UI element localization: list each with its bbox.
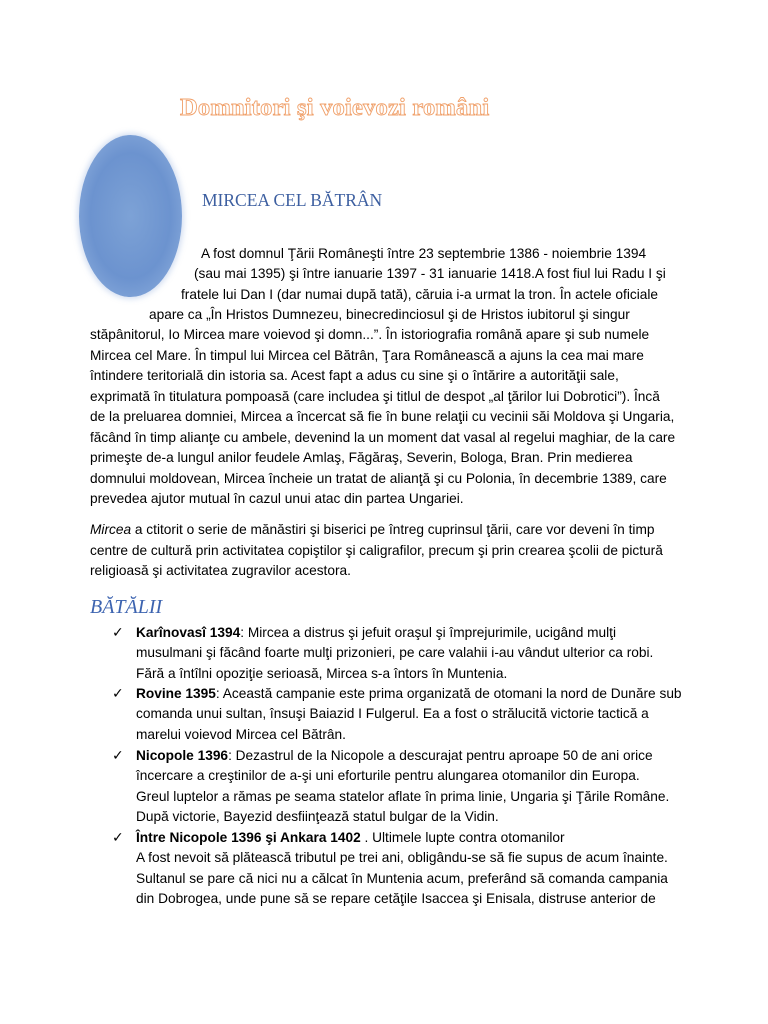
battle-name: Rovine 1395 [136, 686, 216, 701]
section-heading: MIRCEA CEL BĂTRÂN [202, 190, 383, 210]
list-line: Între Nicopole 1396 şi Ankara 1402 . Ultimele lupte contra otomanilor [136, 830, 565, 845]
paragraph-line: A fost domnul Ţării Româneşti între 23 septembrie 1386 - noiembrie 1394 [201, 246, 647, 261]
paragraph-line: apare ca „În Hristos Dumnezeu, binecredinciosul şi de Hristos iubitorul şi singur [149, 307, 630, 322]
battles-heading: BĂTĂLII [90, 596, 163, 618]
paragraph-line: făcând în timp alianţe cu ambele, devenind la un moment dat vasal al regelui maghiar, de la care [90, 430, 676, 445]
paragraph-line: religioasă şi activitatea zugravilor acestora. [90, 563, 351, 578]
list-line: După victorie, Bayezid desfiinţează statul bulgar de la Vidin. [136, 809, 499, 824]
checkmark-icon: ✓ [112, 747, 124, 763]
checkmark-icon: ✓ [112, 685, 124, 701]
list-line: musulmani şi făcând foarte mulţi prizonieri, pe care valahii i-au vândut ulterior ca robi. [136, 645, 654, 660]
paragraph-line: prevedea ajutor mutual în cazul unui atac din partea Ungariei. [90, 491, 464, 506]
list-line: Fără a întîlni opoziţie serioasă, Mircea s-a întors în Muntenia. [136, 666, 508, 681]
list-line: Nicopole 1396: Dezastrul de la Nicopole a descurajat pentru aproape 50 de ani orice [136, 748, 653, 763]
paragraph-line: fratele lui Dan I (dar numai după tată), căruia i-a urmat la tron. În actele oficiale [181, 287, 659, 302]
paragraph-line: Mircea cel Mare. În timpul lui Mircea cel Bătrân, Ţara Românească a ajuns la cea mai mare [90, 348, 644, 363]
battle-name: Nicopole 1396 [136, 748, 229, 763]
list-line: marelui voievod Mircea cel Bătrân. [136, 727, 346, 742]
paragraph-line: primeşte de-a lungul anilor feudele Amlaş, Făgăraş, Severin, Bologa, Bran. Prin medierea [90, 450, 633, 465]
list-line: A fost nevoit să plătească tributul pe trei ani, obligându-se să fie supus de acum înainte. [136, 850, 668, 865]
document-title: Domnitori şi voievozi români [180, 94, 490, 121]
paragraph-line: centre de cultură prin activitatea copiştilor şi caligrafilor, precum şi prin crearea şcolii de pictură [90, 543, 663, 558]
checkmark-icon: ✓ [112, 624, 124, 640]
list-line: Karînovasî 1394: Mircea a distrus şi jefuit oraşul şi împrejurimile, ucigând mulţi [136, 625, 617, 640]
paragraph-line: exprimată în titulatura pompoasă (care includea şi titlul de despot „al ţărilor lui Dobrotici”). Încă [90, 389, 660, 404]
battle-name: Între Nicopole 1396 şi Ankara 1402 [136, 830, 361, 845]
paragraph-line: stăpânitorul, Io Mircea mare voievod şi domn...”. În istoriografia română apare şi sub numele [90, 327, 650, 342]
list-line: din Dobrogea, unde pune să se repare cetăţile Isaccea şi Enisala, distruse anterior de [136, 891, 656, 906]
paragraph-line: domnului moldovean, Mircea încheie un tratat de alianţă şi cu Polonia, în decembrie 1389, care [90, 471, 667, 486]
paragraph-line: de la preluarea domniei, Mircea a încercat să fie în bune relaţii cu vecinii săi Moldova şi Ungaria, [90, 409, 675, 424]
list-line: comanda unui sultan, însuşi Baiazid I Fulgerul. Ea a fost o strălucită victorie tactică a [136, 706, 649, 721]
list-line: încercare a creştinilor de a-şi uni eforturile pentru alungarea otomanilor din Europa. [136, 768, 640, 783]
list-line: Sultanul se pare că nici nu a călcat în Muntenia acum, preferând să comanda campania [136, 871, 668, 886]
paragraph-line: Mircea a ctitorit o serie de mănăstiri şi biserici pe întreg cuprinsul ţării, care vor deveni în timp [90, 522, 655, 537]
list-line: Greul luptelor a rămas pe seama statelor aflate în prima linie, Ungaria şi Ţările Române. [136, 789, 670, 804]
paragraph-line: (sau mai 1395) şi între ianuarie 1397 - 31 ianuarie 1418.A fost fiul lui Radu I şi [194, 266, 666, 281]
battle-name: Karînovasî 1394 [136, 625, 241, 640]
paragraph-line: întindere teritorială din istoria sa. Acest fapt a adus cu sine şi o întărire a autorităţii sale, [90, 368, 619, 383]
list-line: Rovine 1395: Această campanie este prima organizată de otomani la nord de Dunăre sub [136, 686, 682, 701]
decorative-oval [79, 135, 182, 297]
checkmark-icon: ✓ [112, 829, 124, 845]
italic-name: Mircea [90, 522, 132, 537]
